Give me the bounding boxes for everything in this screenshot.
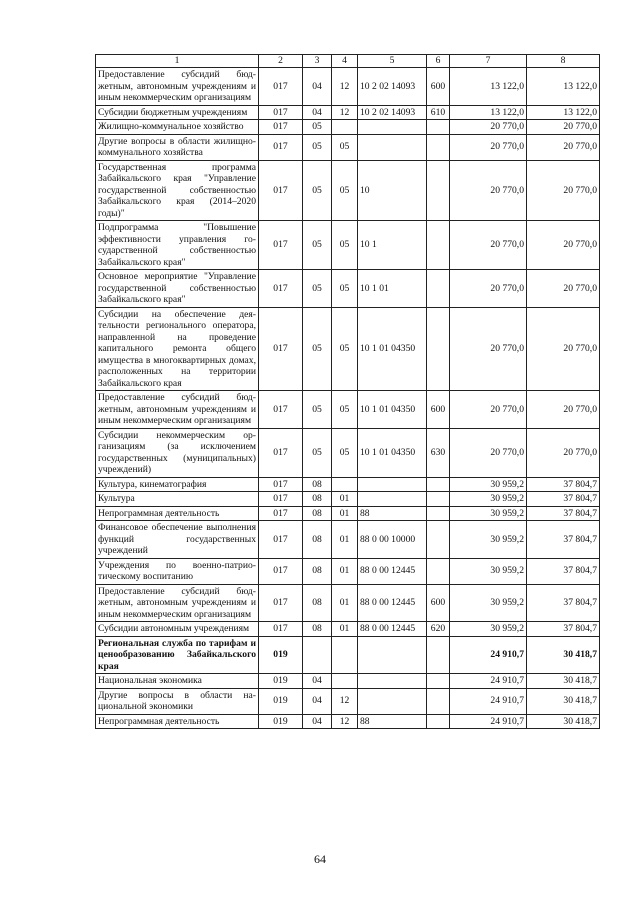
table-row [96, 558, 600, 584]
subsection-cell [332, 674, 358, 689]
target-article-cell: 10 1 [358, 221, 427, 270]
table-row [96, 492, 600, 507]
row-name-cell: Государственная программа Забайкальского края "Управление государственной собственностью Забайкальского края (2014–2020 годы)" [96, 160, 259, 221]
row-name-cell: Непрограммная деятельность [96, 506, 259, 521]
section-cell: 05 [303, 120, 332, 135]
section-cell: 05 [303, 307, 332, 391]
amount-year2-cell: 37 804,7 [527, 584, 600, 622]
target-article-cell [358, 120, 427, 135]
amount-year2-cell: 30 418,7 [527, 636, 600, 674]
expense-type-cell [427, 307, 450, 391]
subsection-cell: 05 [332, 270, 358, 308]
table-row [96, 134, 600, 160]
section-cell [303, 636, 332, 674]
row-name-cell: Учреждения по военно-патриотическому воспитанию [96, 558, 259, 584]
section-cell: 04 [303, 105, 332, 120]
expense-type-cell [427, 477, 450, 492]
subsection-cell: 01 [332, 584, 358, 622]
target-article-cell: 10 1 01 04350 [358, 307, 427, 391]
row-name-cell: Жилищно-коммунальное хозяйство [96, 120, 259, 135]
table-row [96, 714, 600, 729]
page-number: 64 [314, 852, 326, 866]
amount-year1-cell: 30 959,2 [450, 477, 527, 492]
amount-year2-cell: 13 122,0 [527, 105, 600, 120]
target-article-cell [358, 636, 427, 674]
amount-year2-cell: 20 770,0 [527, 428, 600, 477]
section-cell: 04 [303, 68, 332, 106]
amount-year1-cell: 24 910,7 [450, 636, 527, 674]
amount-year1-cell: 24 910,7 [450, 674, 527, 689]
table-row [96, 506, 600, 521]
table-row [96, 674, 600, 689]
admin-code-cell: 017 [259, 270, 303, 308]
amount-year1-cell: 13 122,0 [450, 105, 527, 120]
row-name-cell: Основное мероприятие "Управление государственной собственностью Забайкальского края" [96, 270, 259, 308]
section-cell: 08 [303, 521, 332, 559]
section-cell: 08 [303, 558, 332, 584]
subsection-cell: 05 [332, 221, 358, 270]
section-cell: 04 [303, 688, 332, 714]
admin-code-cell: 017 [259, 134, 303, 160]
expense-type-cell [427, 270, 450, 308]
subsection-cell: 12 [332, 68, 358, 106]
row-name-cell: Культура, кинематография [96, 477, 259, 492]
table-row [96, 120, 600, 135]
table-row [96, 68, 600, 106]
column-header: 7 [450, 55, 527, 68]
column-header: 2 [259, 55, 303, 68]
section-cell: 08 [303, 477, 332, 492]
amount-year1-cell: 20 770,0 [450, 270, 527, 308]
amount-year2-cell: 20 770,0 [527, 134, 600, 160]
table-row [96, 622, 600, 637]
expense-type-cell: 600 [427, 68, 450, 106]
section-cell: 08 [303, 492, 332, 507]
row-name-cell: Предоставление субсидий бюджетным, автономным учреждениям и иным некоммерческим организациям [96, 584, 259, 622]
target-article-cell: 88 0 00 10000 [358, 521, 427, 559]
row-name-cell: Национальная экономика [96, 674, 259, 689]
amount-year1-cell: 20 770,0 [450, 160, 527, 221]
admin-code-cell: 017 [259, 428, 303, 477]
admin-code-cell: 017 [259, 221, 303, 270]
row-name-cell: Непрограммная деятельность [96, 714, 259, 729]
row-name-cell: Региональная служба по тарифам и ценообразованию Забайкальского края [96, 636, 259, 674]
amount-year1-cell: 30 959,2 [450, 558, 527, 584]
subsection-cell: 12 [332, 105, 358, 120]
section-cell: 08 [303, 622, 332, 637]
target-article-cell: 10 1 01 04350 [358, 428, 427, 477]
target-article-cell: 88 0 00 12445 [358, 584, 427, 622]
row-name-cell: Субсидии некоммерческим организациям (за исключением государственных (муниципальных) учреждений) [96, 428, 259, 477]
admin-code-cell: 017 [259, 105, 303, 120]
expense-type-cell: 630 [427, 428, 450, 477]
subsection-cell: 01 [332, 622, 358, 637]
subsection-cell: 12 [332, 688, 358, 714]
expense-type-cell [427, 506, 450, 521]
amount-year2-cell: 30 418,7 [527, 674, 600, 689]
admin-code-cell: 019 [259, 636, 303, 674]
expense-type-cell [427, 134, 450, 160]
amount-year1-cell: 13 122,0 [450, 68, 527, 106]
target-article-cell [358, 134, 427, 160]
amount-year2-cell: 37 804,7 [527, 506, 600, 521]
amount-year2-cell: 20 770,0 [527, 221, 600, 270]
table-row [96, 160, 600, 221]
expense-type-cell [427, 521, 450, 559]
expense-type-cell [427, 558, 450, 584]
amount-year2-cell: 37 804,7 [527, 558, 600, 584]
table-row [96, 521, 600, 559]
row-name-cell: Субсидии бюджетным учреждениям [96, 105, 259, 120]
target-article-cell: 10 1 01 [358, 270, 427, 308]
target-article-cell: 88 0 00 12445 [358, 622, 427, 637]
admin-code-cell: 017 [259, 160, 303, 221]
table-row [96, 391, 600, 429]
section-cell: 05 [303, 160, 332, 221]
expense-type-cell: 610 [427, 105, 450, 120]
section-cell: 05 [303, 270, 332, 308]
amount-year2-cell: 13 122,0 [527, 68, 600, 106]
admin-code-cell: 017 [259, 521, 303, 559]
amount-year1-cell: 24 910,7 [450, 714, 527, 729]
subsection-cell: 01 [332, 506, 358, 521]
admin-code-cell: 017 [259, 307, 303, 391]
expense-type-cell: 600 [427, 584, 450, 622]
expense-type-cell [427, 492, 450, 507]
expense-type-cell: 620 [427, 622, 450, 637]
row-name-cell: Субсидии на обеспечение деятельности регионального оператора, направленной на проведение капитального ремонта общего имущества в многоквартирных домах, расположенных на территории Забайкальского края [96, 307, 259, 391]
target-article-cell: 88 0 00 12445 [358, 558, 427, 584]
amount-year1-cell: 30 959,2 [450, 492, 527, 507]
amount-year2-cell: 20 770,0 [527, 270, 600, 308]
subsection-cell [332, 636, 358, 674]
amount-year2-cell: 20 770,0 [527, 391, 600, 429]
target-article-cell: 10 2 02 14093 [358, 68, 427, 106]
expense-type-cell [427, 221, 450, 270]
admin-code-cell: 017 [259, 622, 303, 637]
table-row [96, 688, 600, 714]
subsection-cell: 05 [332, 307, 358, 391]
header-row [96, 55, 600, 68]
amount-year1-cell: 20 770,0 [450, 428, 527, 477]
table-row [96, 584, 600, 622]
section-cell: 04 [303, 714, 332, 729]
expense-type-cell [427, 714, 450, 729]
admin-code-cell: 017 [259, 120, 303, 135]
target-article-cell: 88 [358, 506, 427, 521]
amount-year1-cell: 20 770,0 [450, 391, 527, 429]
amount-year2-cell: 30 418,7 [527, 688, 600, 714]
column-header: 6 [427, 55, 450, 68]
admin-code-cell: 017 [259, 558, 303, 584]
target-article-cell: 10 [358, 160, 427, 221]
row-name-cell: Культура [96, 492, 259, 507]
subsection-cell [332, 120, 358, 135]
amount-year1-cell: 20 770,0 [450, 221, 527, 270]
expense-type-cell [427, 674, 450, 689]
row-name-cell: Предоставление субсидий бюджетным, автономным учреждениям и иным некоммерческим организациям [96, 68, 259, 106]
amount-year1-cell: 30 959,2 [450, 506, 527, 521]
table-row [96, 105, 600, 120]
table-row [96, 307, 600, 391]
subsection-cell: 05 [332, 160, 358, 221]
table-row [96, 428, 600, 477]
admin-code-cell: 017 [259, 492, 303, 507]
section-cell: 08 [303, 506, 332, 521]
subsection-cell: 05 [332, 391, 358, 429]
section-cell: 04 [303, 674, 332, 689]
amount-year2-cell: 37 804,7 [527, 521, 600, 559]
row-name-cell: Финансовое обеспечение выполнения функций государственных учреждений [96, 521, 259, 559]
amount-year1-cell: 30 959,2 [450, 521, 527, 559]
subsection-cell: 01 [332, 558, 358, 584]
target-article-cell [358, 492, 427, 507]
table-row [96, 477, 600, 492]
section-cell: 05 [303, 134, 332, 160]
admin-code-cell: 019 [259, 674, 303, 689]
column-header: 5 [358, 55, 427, 68]
column-header: 3 [303, 55, 332, 68]
admin-code-cell: 017 [259, 584, 303, 622]
amount-year2-cell: 37 804,7 [527, 492, 600, 507]
section-cell: 05 [303, 391, 332, 429]
admin-code-cell: 019 [259, 714, 303, 729]
admin-code-cell: 017 [259, 506, 303, 521]
table-row [96, 636, 600, 674]
section-cell: 05 [303, 221, 332, 270]
subsection-cell: 05 [332, 134, 358, 160]
expense-type-cell [427, 636, 450, 674]
row-name-cell: Предоставление субсидий бюджетным, автономным учреждениям и иным некоммерческим организациям [96, 391, 259, 429]
expense-type-cell: 600 [427, 391, 450, 429]
expense-type-cell [427, 160, 450, 221]
subsection-cell [332, 477, 358, 492]
table-row [96, 270, 600, 308]
amount-year2-cell: 20 770,0 [527, 160, 600, 221]
subsection-cell: 01 [332, 492, 358, 507]
column-header: 4 [332, 55, 358, 68]
admin-code-cell: 017 [259, 391, 303, 429]
expense-type-cell [427, 120, 450, 135]
subsection-cell: 12 [332, 714, 358, 729]
table-row [96, 221, 600, 270]
section-cell: 08 [303, 584, 332, 622]
subsection-cell: 05 [332, 428, 358, 477]
subsection-cell: 01 [332, 521, 358, 559]
target-article-cell [358, 674, 427, 689]
target-article-cell: 10 1 01 04350 [358, 391, 427, 429]
admin-code-cell: 017 [259, 68, 303, 106]
amount-year2-cell: 20 770,0 [527, 120, 600, 135]
amount-year1-cell: 30 959,2 [450, 584, 527, 622]
target-article-cell [358, 688, 427, 714]
amount-year1-cell: 24 910,7 [450, 688, 527, 714]
admin-code-cell: 019 [259, 688, 303, 714]
admin-code-cell: 017 [259, 477, 303, 492]
column-header: 1 [96, 55, 259, 68]
row-name-cell: Другие вопросы в области национальной экономики [96, 688, 259, 714]
target-article-cell: 88 [358, 714, 427, 729]
expense-type-cell [427, 688, 450, 714]
amount-year2-cell: 37 804,7 [527, 622, 600, 637]
amount-year2-cell: 37 804,7 [527, 477, 600, 492]
amount-year1-cell: 20 770,0 [450, 134, 527, 160]
row-name-cell: Субсидии автономным учреждениям [96, 622, 259, 637]
section-cell: 05 [303, 428, 332, 477]
amount-year1-cell: 20 770,0 [450, 307, 527, 391]
table-body [96, 68, 600, 729]
amount-year2-cell: 20 770,0 [527, 307, 600, 391]
target-article-cell: 10 2 02 14093 [358, 105, 427, 120]
amount-year1-cell: 30 959,2 [450, 622, 527, 637]
amount-year1-cell: 20 770,0 [450, 120, 527, 135]
row-name-cell: Подпрограмма "Повышение эффективности управления государственной собственностью Забайкальского края" [96, 221, 259, 270]
column-header: 8 [527, 55, 600, 68]
amount-year2-cell: 30 418,7 [527, 714, 600, 729]
row-name-cell: Другие вопросы в области жилищно-коммунального хозяйства [96, 134, 259, 160]
budget-table [95, 54, 600, 729]
target-article-cell [358, 477, 427, 492]
